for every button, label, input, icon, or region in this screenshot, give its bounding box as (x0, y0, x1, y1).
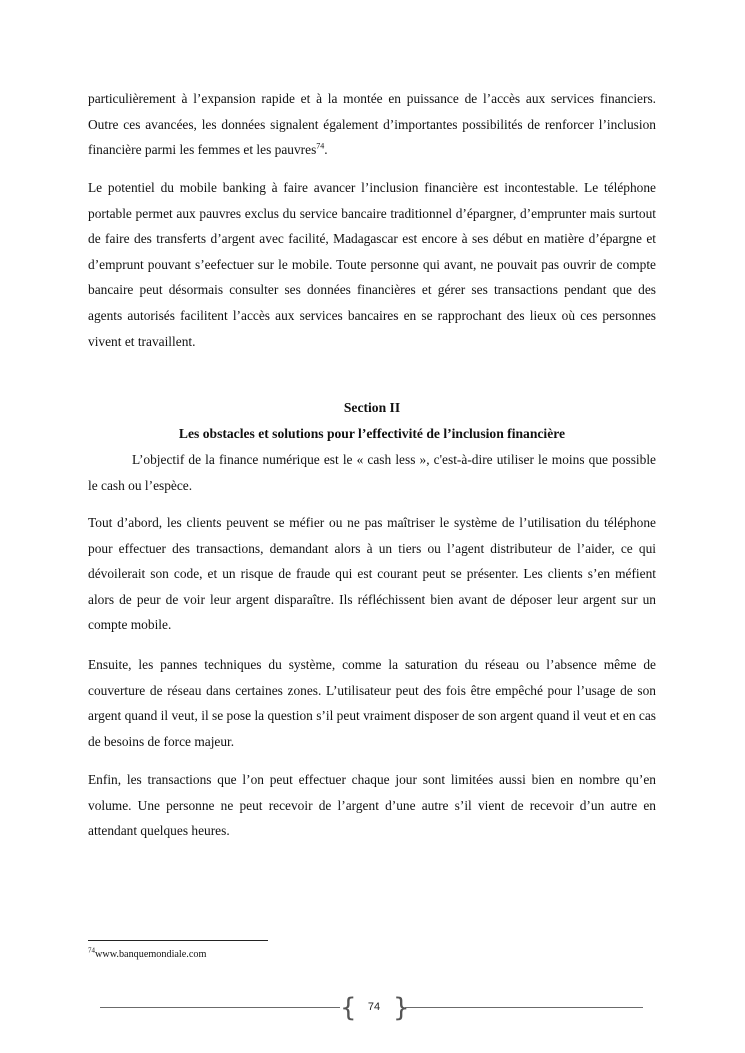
paragraph-6: Enfin, les transactions que l’on peut effectuer chaque jour sont limitées aussi bien en nombre qu’en volume. Une personne ne peut recevoir de l’argent d’une autre s’il vient de recevoir d’un autre en attendant quelques heures. (88, 772, 656, 839)
footnote-reference[interactable]: 74 (316, 141, 325, 151)
footnote-number: 74 (88, 946, 95, 955)
paragraph-5: Ensuite, les pannes techniques du système, comme la saturation du réseau ou l’absence même de couverture de réseau dans certaines zones. L’utilisateur peut des fois être empêché pour l’usage de son argent quand il veut, il se pose la question s’il peut vraiment disposer de son argent quand il veut et en cas de besoins de force majeur. (88, 657, 656, 749)
footnote (88, 948, 206, 962)
paragraph-3: L’objectif de la finance numérique est le « cash less », c'est-à-dire utiliser le moins que possible le cash ou l’espèce. (88, 452, 656, 493)
page-number: 74 (367, 1001, 381, 1013)
footer-line-left (100, 1007, 340, 1008)
paragraph-2: Le potentiel du mobile banking à faire avancer l’inclusion financière est incontestable. Le téléphone portable permet aux pauvres exclus du service bancaire traditionnel d’épargner, d’emprunter mais surtout de faire des transferts d’argent avec facilité, Madagascar est encore à ses début en matière d’épargne et d’emprunt pouvant s’eefectuer sur le mobile. Toute personne qui avant, ne pouvait pas ouvrir de compte bancaire peut désormais consulter ses données financières et gérer ses transactions pendant que des agents autorisés facilitent l’accès aux services bancaires en se rapprochant des lieux où ces personnes vivent et travaillent. (88, 180, 656, 349)
left-brace-icon: { (340, 993, 357, 1023)
paragraph-4: Tout d’abord, les clients peuvent se méfier ou ne pas maîtriser le système de l’utilisation du téléphone pour effectuer des transactions, demandant alors à un tiers ou l’agent distributeur de l’aider, ce qui dévoilerait son code, et un risque de fraude qui est courant peut se présenter. Les clients s’en méfient alors de peur de voir leur argent disparaître. Ils réfléchissent bien avant de déposer leur argent sur un compte mobile. (88, 515, 656, 633)
footnote-link[interactable]: www.banquemondiale.com (95, 949, 207, 960)
section-label: Section II (343, 400, 401, 415)
footnote-divider (88, 940, 268, 941)
paragraph-1: particulièrement à l’expansion rapide et à la montée en puissance de l’accès aux services financiers. Outre ces avancées, les données signalent également d’importantes possibilités de renforcer l’inclusion financière parmi les femmes et les pauvres$^{74}$. (88, 91, 656, 158)
footer-line-right (405, 1007, 643, 1008)
section-title: Les obstacles et solutions pour l’effectivité de l’inclusion financière (178, 426, 566, 441)
right-brace-icon: } (393, 993, 410, 1023)
